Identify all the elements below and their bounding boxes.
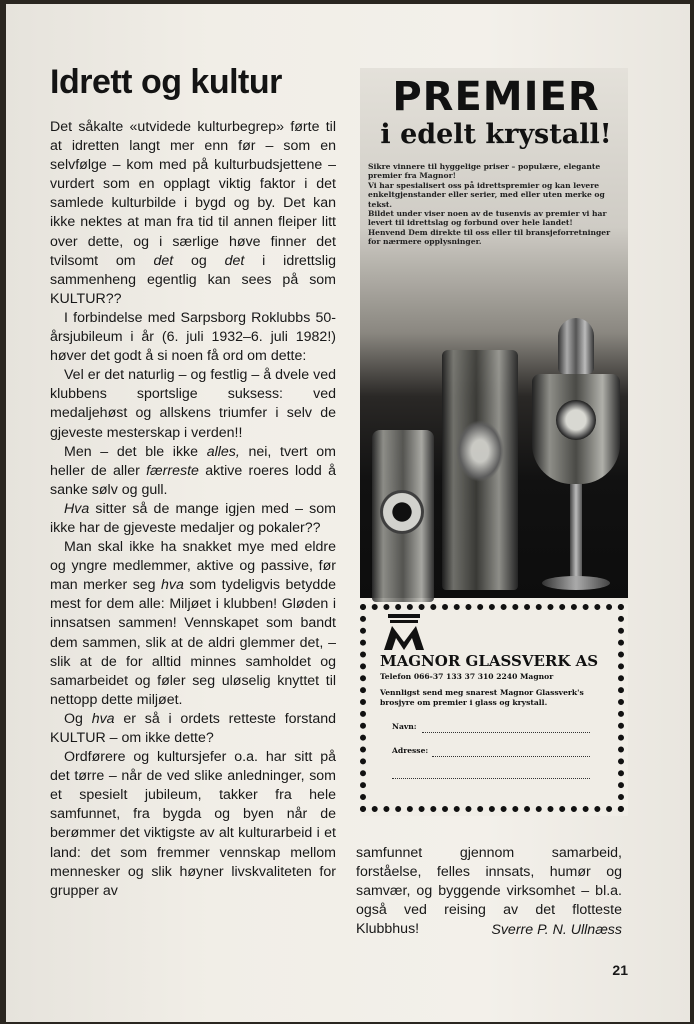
emphasized-text: det [153, 252, 174, 269]
company-phone: Telefon 066-37 133 37 310 2240 Magnor [380, 672, 554, 681]
goblet-bowl [532, 374, 620, 484]
emphasized-text: alles, [206, 443, 240, 460]
trophy-glass-tumbler [372, 430, 434, 602]
paragraph-text: og [173, 252, 225, 269]
name-field-line[interactable] [422, 732, 590, 733]
ad-title: PREMIER [392, 74, 600, 120]
ad-body-paragraph: Henvend Dem direkte til oss eller til bransjeforretninger for nærmere opplysninger. [368, 227, 611, 247]
page-number: 21 [612, 962, 628, 978]
order-coupon [360, 604, 628, 816]
ad-body-paragraph: Vi har spesialisert oss på idrettspremier og kan levere enkeltgjenstander eller serier, med eller uten merke og tekst. [368, 180, 605, 209]
ad-body-paragraph: Sikre vinnere til hyggelige priser – populære, elegante premier fra Magnor! [368, 162, 601, 181]
address-field-line-2[interactable] [392, 778, 590, 779]
name-field-label: Navn: [392, 722, 417, 731]
paragraph-text: i idrettslig sammenheng egentlig kan sees på som KULTUR?? [50, 252, 336, 307]
emphasized-text: hva [161, 577, 184, 594]
article-paragraph [50, 710, 336, 748]
paragraph-text: I forbindelse med Sarpsborg Roklubbs 50-årsjubileum i år (6. juli 1932–6. juli 1982!) høver det godt å si noen få ord om dette: [50, 309, 336, 365]
paragraph-text: aktive roeres lodd å sanke sølv og gull. [50, 462, 336, 498]
article-title: Idrett og kultur [50, 63, 282, 101]
brochure-request-text: Vennligst send meg snarest Magnor Glassverk's brosjyre om premier i glass og krystall. [380, 688, 584, 707]
author-signature: Sverre P. N. Ullnæss [491, 922, 622, 938]
article-paragraph [50, 309, 336, 366]
address-field-line[interactable] [432, 756, 590, 757]
magazine-page [6, 4, 690, 1022]
paragraph-text: Man skal ikke ha snakket mye med eldre og yngre medlemmer, aktive og passive, før man merker seg [50, 539, 336, 594]
ad-photo-panel [360, 68, 628, 598]
emphasized-text: færreste [146, 462, 199, 479]
article-paragraph [50, 118, 336, 309]
paragraph-text: sitter så de mange igjen med – som ikke har de gjeveste medaljer og pokaler?? [50, 500, 336, 536]
article-continuation: samfunnet gjennom samarbeid, forståelse, felles innsats, humør og samvær, og byggende virksomhet – bl.a. også ved reising av det flotteste Klubbhus! [356, 845, 622, 938]
article-body-left-column [50, 118, 336, 901]
emphasized-text: det [224, 252, 245, 269]
crystal-prizes-advertisement [360, 68, 628, 816]
ad-subtitle: i edelt krystall! [380, 119, 612, 150]
paragraph-text: Ordførere og kultursjefer o.a. har sitt på det tørre – når de ved slike anledninger, som et spesielt jubileum, takker fra hele samfunnet, fra bygda og byen når de berømmer det viktigste av alt kulturarbeid i et land: det som fremmer vennskap mellom mennesker og slik høyner livskvaliteten for grupper av [50, 749, 336, 899]
magnor-logo-icon [382, 614, 426, 650]
club-crest-icon [456, 420, 504, 482]
article-paragraph [50, 538, 336, 710]
article-paragraph [50, 366, 336, 442]
trophy-crystal-goblet [528, 318, 624, 602]
goblet-lid [558, 318, 594, 374]
ad-body-paragraph: Bildet under viser noen av de tusenvis av premier vi har levert til idrettslag og forbund over hele landet! [368, 209, 607, 228]
rowing-emblem-icon [380, 490, 424, 534]
paragraph-text: som tydeligvis betydde mest for dem alle: Miljøet i klubben! Gløden i innsatsen sammen! Vennskapet som bandt dem sammen, slik at de aldri glemmer det, – slik at de for alltid minnes samholdet og samarbeidet og føler seg uløselig knyttet til nettopp dette miljøet. [50, 577, 336, 708]
paragraph-text: Men – det ble ikke [64, 443, 207, 460]
ad-body-text [368, 162, 620, 247]
emphasized-text: Hva [64, 500, 90, 517]
article-paragraph [50, 443, 336, 500]
goblet-foot [542, 576, 610, 590]
address-field-label: Adresse: [392, 746, 429, 755]
goblet-stem [570, 484, 582, 580]
article-paragraph [50, 748, 336, 901]
paragraph-text: Det såkalte «utvidede kulturbegrep» førte til at idretten langt mer enn før – som en selvfølge – kom med på kulturbudsjettene – vurdert som en opplagt viktig faktor i det samlede kulturbilde i bygd og by. Det kan ikke nektes at man fra tid til annen fleiper litt over dette, og i særlige høve finner det tvilsomt om [50, 119, 336, 269]
paragraph-text: er så i ordets retteste forstand KULTUR – om ikke dette? [50, 710, 336, 746]
emphasized-text: hva [91, 710, 115, 727]
paragraph-text: Og [64, 710, 92, 727]
company-name: MAGNOR GLASSVERK AS [380, 652, 599, 670]
paragraph-text: Vel er det naturlig – og festlig – å dvele ved klubbens sportslige suksess: ved medaljehøst og allskens triumfer i selv de gjeveste mesterskap i verden!! [50, 367, 336, 441]
trophy-glass-vase [442, 350, 518, 590]
engraved-medallion-icon [556, 400, 596, 440]
article-paragraph [50, 500, 336, 538]
paragraph-text: nei, tvert om heller de aller [50, 443, 336, 479]
